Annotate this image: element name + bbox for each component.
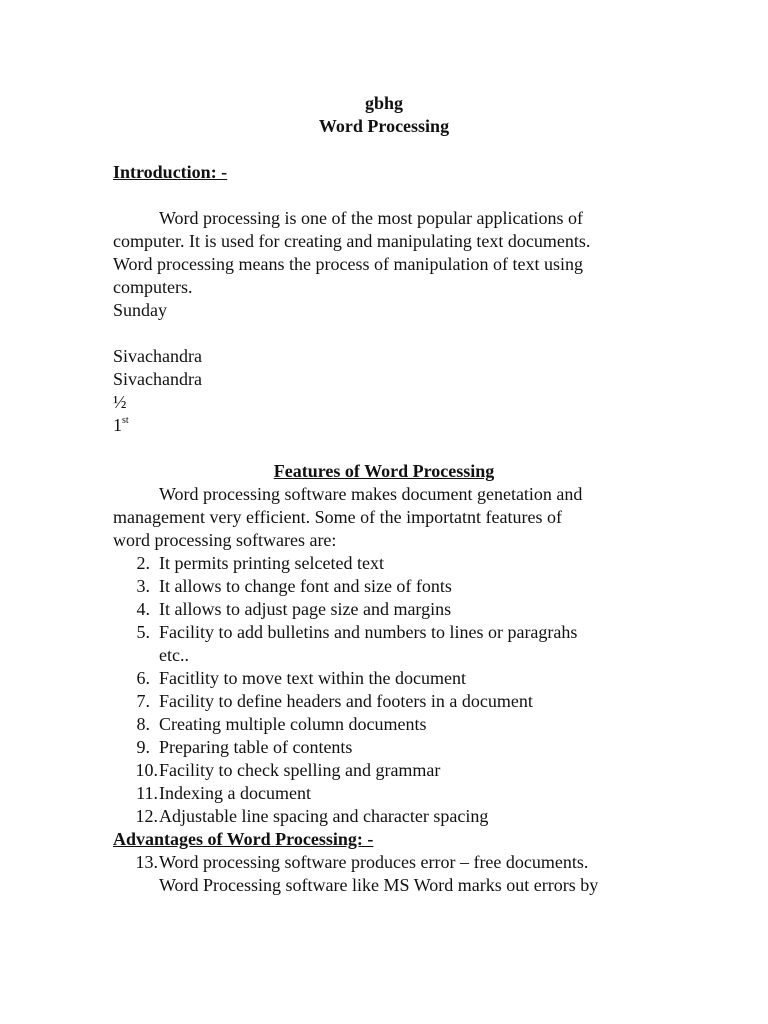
list-item: Indexing a document [159,783,311,803]
list-item: It allows to change font and size of fonts [159,576,452,596]
list-item-number: 13. [135,852,158,872]
list-item-number: 12. [135,806,158,826]
list-item-number: 7. [136,691,150,711]
list-item-number: 5. [136,622,150,642]
list-item: Facility to check spelling and grammar [159,760,441,780]
introduction-line: computer. It is used for creating and manipulating text documents. [113,231,591,251]
list-item: Creating multiple column documents [159,714,427,734]
features-intro-line: Word processing software makes document genetation and [159,484,583,504]
list-item-number: 4. [136,599,150,619]
list-item: Word processing software produces error – free documents. [159,852,589,872]
list-item: Facility to define headers and footers in a document [159,691,533,711]
introduction-line: computers. [113,277,193,297]
document-top-title: gbhg [364,93,404,113]
ordinal-text [113,414,129,437]
list-item-number: 2. [136,553,150,573]
list-item-number: 10. [135,760,158,780]
list-item-number: 11. [136,783,158,803]
introduction-line: Word processing is one of the most popular applications of [159,208,583,228]
list-item: Facility to add bulletins and numbers to lines or paragrahs [159,622,578,642]
day-text: Sunday [113,300,167,320]
ordinal-number: 1 [113,415,122,435]
list-item-continuation: etc.. [159,645,189,665]
introduction-line: Word processing means the process of manipulation of text using [113,254,583,274]
list-item-number: 9. [136,737,150,757]
ordinal-suffix: st [122,415,129,426]
list-item: Adjustable line spacing and character spacing [159,806,489,826]
features-intro-line: management very efficient. Some of the importatnt features of [113,507,563,527]
document-main-title: Word Processing [318,116,450,136]
list-item: It allows to adjust page size and margins [159,599,452,619]
list-item: Facitlity to move text within the document [159,668,466,688]
list-item-number: 6. [136,668,150,688]
name-text: Sivachandra [113,369,202,389]
introduction-heading: Introduction: - [113,162,228,182]
list-item-number: 8. [136,714,150,734]
list-item: Preparing table of contents [159,737,353,757]
list-item-continuation: Word Processing software like MS Word marks out errors by [159,875,599,895]
advantages-heading: Advantages of Word Processing: - [113,829,374,849]
list-item: It permits printing selceted text [159,553,384,573]
features-heading: Features of Word Processing [273,461,495,481]
fraction-text: ½ [113,392,127,412]
list-item-number: 3. [136,576,150,596]
features-intro-line: word processing softwares are: [113,530,337,550]
name-text: Sivachandra [113,346,202,366]
